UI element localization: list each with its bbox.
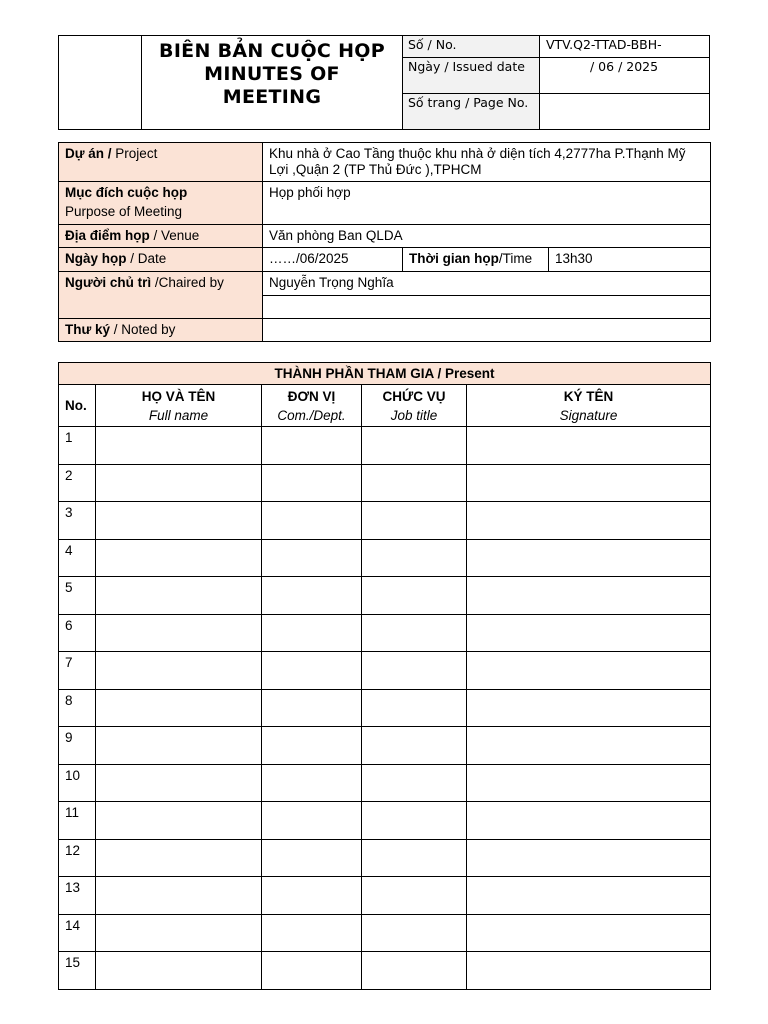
attendee-name-cell[interactable]	[96, 502, 262, 540]
attendee-name-cell[interactable]	[96, 764, 262, 802]
attendee-row	[59, 652, 711, 690]
attendee-signature-cell[interactable]	[467, 839, 711, 877]
col-no-header: No.	[59, 385, 96, 427]
attendee-dept-cell[interactable]	[262, 689, 362, 727]
attendee-signature-cell[interactable]	[467, 802, 711, 840]
attendee-row-number: 5	[59, 577, 96, 615]
attendee-row-number: 8	[59, 689, 96, 727]
attendee-row-number: 7	[59, 652, 96, 690]
attendee-row-number: 3	[59, 502, 96, 540]
project-value: Khu nhà ở Cao Tầng thuộc khu nhà ở diện tích 4,2777ha P.Thạnh Mỹ Lợi ,Quận 2 (TP Thủ Đức ),TPHCM	[263, 143, 711, 182]
attendee-row-number: 12	[59, 839, 96, 877]
attendee-row-number: 14	[59, 914, 96, 952]
attendee-job-cell[interactable]	[362, 802, 467, 840]
attendee-job-cell[interactable]	[362, 689, 467, 727]
attendee-name-cell[interactable]	[96, 839, 262, 877]
venue-label: Địa điểm họp / Venue	[59, 225, 263, 248]
attendee-dept-cell[interactable]	[262, 952, 362, 990]
attendee-name-cell[interactable]	[96, 539, 262, 577]
issued-date-value: / 06 / 2025	[540, 58, 710, 94]
attendee-dept-cell[interactable]	[262, 652, 362, 690]
attendee-name-cell[interactable]	[96, 689, 262, 727]
attendee-signature-cell[interactable]	[467, 577, 711, 615]
attendee-job-cell[interactable]	[362, 764, 467, 802]
date-value: ……/06/2025	[263, 248, 403, 272]
attendee-signature-cell[interactable]	[467, 952, 711, 990]
purpose-value: Họp phối hợp	[263, 182, 711, 225]
attendee-job-cell[interactable]	[362, 727, 467, 765]
attendee-signature-cell[interactable]	[467, 427, 711, 465]
attendee-row	[59, 764, 711, 802]
attendee-name-cell[interactable]	[96, 464, 262, 502]
col-job-header: CHỨC VỤ Job title	[362, 385, 467, 427]
attendees-title: THÀNH PHẦN THAM GIA / Present	[59, 363, 711, 385]
attendee-name-cell[interactable]	[96, 727, 262, 765]
chair-label: Người chủ trì /Chaired by	[59, 272, 263, 319]
attendee-row	[59, 577, 711, 615]
attendee-dept-cell[interactable]	[262, 577, 362, 615]
attendee-dept-cell[interactable]	[262, 727, 362, 765]
attendee-dept-cell[interactable]	[262, 502, 362, 540]
attendee-dept-cell[interactable]	[262, 539, 362, 577]
attendees-table	[58, 362, 711, 990]
page-no-value	[540, 94, 710, 130]
time-label: Thời gian họp/Time	[403, 248, 549, 272]
attendee-row	[59, 427, 711, 465]
attendee-job-cell[interactable]	[362, 614, 467, 652]
attendee-job-cell[interactable]	[362, 914, 467, 952]
attendee-dept-cell[interactable]	[262, 764, 362, 802]
attendee-signature-cell[interactable]	[467, 539, 711, 577]
attendee-dept-cell[interactable]	[262, 877, 362, 915]
attendee-job-cell[interactable]	[362, 577, 467, 615]
attendee-job-cell[interactable]	[362, 839, 467, 877]
attendee-row-number: 15	[59, 952, 96, 990]
secretary-label: Thư ký / Noted by	[59, 319, 263, 342]
attendee-signature-cell[interactable]	[467, 727, 711, 765]
attendee-row-number: 1	[59, 427, 96, 465]
document-title	[142, 36, 403, 130]
col-signature-header: KÝ TÊN Signature	[467, 385, 711, 427]
project-label: Dự án / Project	[59, 143, 263, 182]
attendee-dept-cell[interactable]	[262, 427, 362, 465]
attendee-dept-cell[interactable]	[262, 614, 362, 652]
attendee-signature-cell[interactable]	[467, 764, 711, 802]
attendee-signature-cell[interactable]	[467, 914, 711, 952]
attendee-signature-cell[interactable]	[467, 689, 711, 727]
attendee-job-cell[interactable]	[362, 539, 467, 577]
attendee-job-cell[interactable]	[362, 502, 467, 540]
attendee-name-cell[interactable]	[96, 952, 262, 990]
attendee-job-cell[interactable]	[362, 952, 467, 990]
attendee-row-number: 6	[59, 614, 96, 652]
attendee-row	[59, 689, 711, 727]
attendee-row	[59, 502, 711, 540]
attendee-name-cell[interactable]	[96, 427, 262, 465]
col-dept-header: ĐƠN VỊ Com./Dept.	[262, 385, 362, 427]
secretary-value	[263, 319, 711, 342]
issued-date-label: Ngày / Issued date	[403, 58, 540, 94]
attendee-signature-cell[interactable]	[467, 652, 711, 690]
logo-area	[59, 36, 142, 130]
attendee-job-cell[interactable]	[362, 652, 467, 690]
time-value: 13h30	[549, 248, 711, 272]
attendee-name-cell[interactable]	[96, 914, 262, 952]
title-line-2: MINUTES OF	[204, 63, 340, 85]
attendee-row-number: 9	[59, 727, 96, 765]
title-line-1: BIÊN BẢN CUỘC HỌP	[159, 40, 385, 62]
attendee-name-cell[interactable]	[96, 652, 262, 690]
attendee-row-number: 4	[59, 539, 96, 577]
attendee-signature-cell[interactable]	[467, 614, 711, 652]
number-value: VTV.Q2-TTAD-BBH-	[540, 36, 710, 58]
attendee-signature-cell[interactable]	[467, 464, 711, 502]
attendee-name-cell[interactable]	[96, 614, 262, 652]
attendee-dept-cell[interactable]	[262, 914, 362, 952]
chair-value: Nguyễn Trọng Nghĩa	[263, 272, 711, 296]
attendee-row	[59, 839, 711, 877]
date-label: Ngày họp / Date	[59, 248, 263, 272]
attendee-name-cell[interactable]	[96, 577, 262, 615]
attendee-row-number: 2	[59, 464, 96, 502]
attendee-row	[59, 802, 711, 840]
attendee-row-number: 10	[59, 764, 96, 802]
chair-value-extra	[263, 296, 711, 319]
page-no-label: Số trang / Page No.	[403, 94, 540, 130]
attendee-row	[59, 877, 711, 915]
purpose-label: Mục đích cuộc họp Purpose of Meeting	[59, 182, 263, 225]
attendee-dept-cell[interactable]	[262, 464, 362, 502]
attendee-row	[59, 952, 711, 990]
title-line-3: MEETING	[222, 86, 322, 108]
attendee-job-cell[interactable]	[362, 877, 467, 915]
number-label: Số / No.	[403, 36, 540, 58]
attendee-signature-cell[interactable]	[467, 877, 711, 915]
attendee-job-cell[interactable]	[362, 464, 467, 502]
attendee-dept-cell[interactable]	[262, 802, 362, 840]
attendee-job-cell[interactable]	[362, 427, 467, 465]
attendee-row	[59, 727, 711, 765]
header-table	[58, 35, 710, 130]
attendee-row	[59, 914, 711, 952]
attendee-row	[59, 539, 711, 577]
attendee-row-number: 11	[59, 802, 96, 840]
col-name-header: HỌ VÀ TÊN Full name	[96, 385, 262, 427]
attendee-row	[59, 614, 711, 652]
attendee-row-number: 13	[59, 877, 96, 915]
attendee-name-cell[interactable]	[96, 877, 262, 915]
attendee-signature-cell[interactable]	[467, 502, 711, 540]
meeting-info-table	[58, 142, 711, 342]
attendee-name-cell[interactable]	[96, 802, 262, 840]
attendee-row	[59, 464, 711, 502]
venue-value: Văn phòng Ban QLDA	[263, 225, 711, 248]
attendee-dept-cell[interactable]	[262, 839, 362, 877]
